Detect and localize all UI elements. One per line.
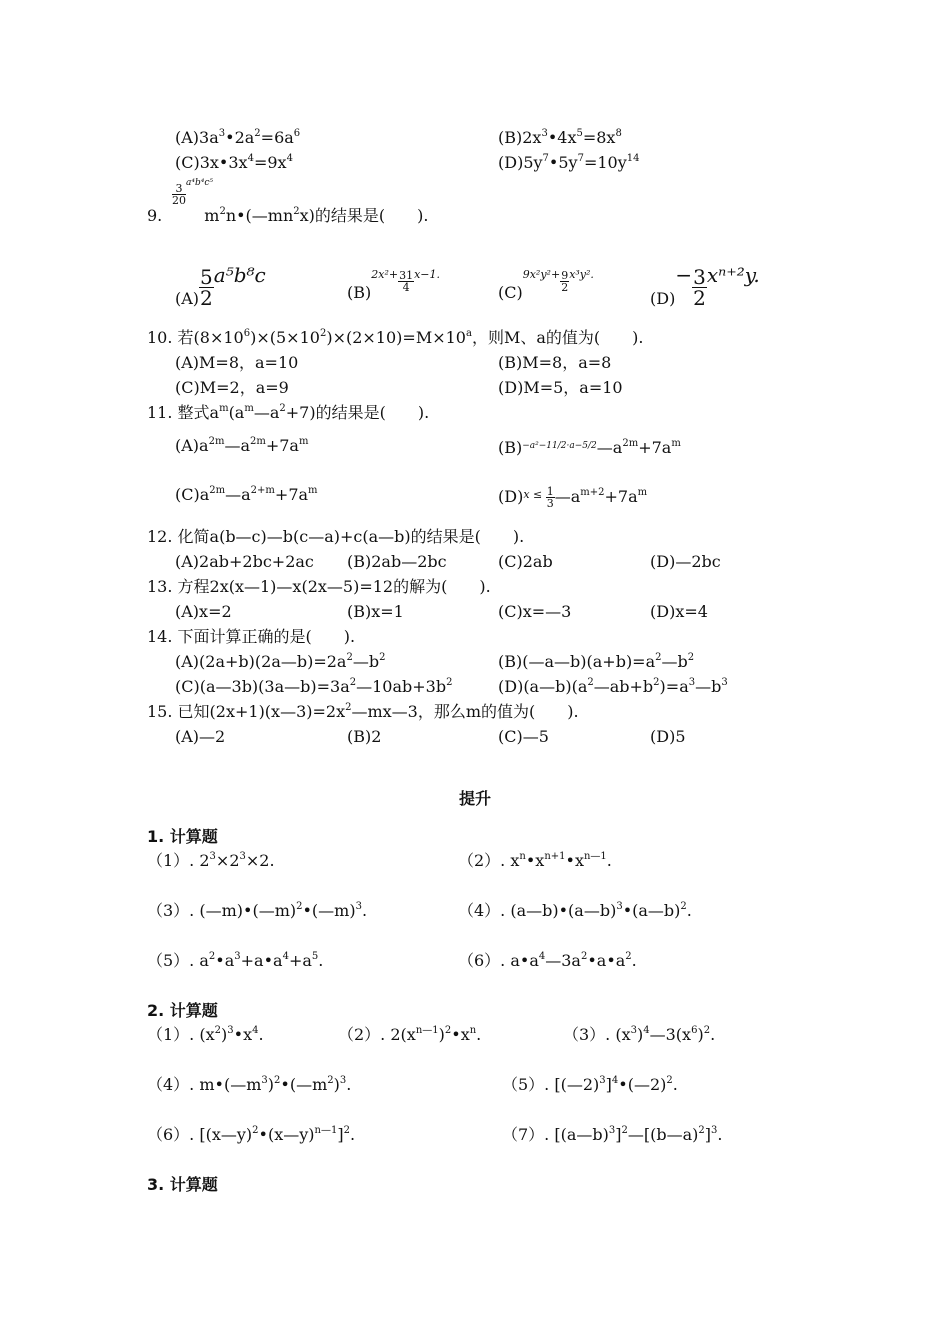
s1-problem-4: （4）. (a—b)•(a—b)$^3$•(a—b)$^2$.	[458, 901, 692, 920]
s1-problem-1: （1）. $2^3\times 2^3\times 2$.	[147, 851, 275, 870]
q15-option-d: (D)5	[650, 727, 686, 746]
s1-problem-2: （2）. $x^n•x^{n+1}•x^{n—1}$.	[458, 851, 612, 870]
s2-problem-7: （7）. [(a—b)$^3$]$^2$—[(b—a)$^2$]$^3$.	[502, 1125, 723, 1144]
q8-option-c: $(C)3x•3x^4=9x^4$	[175, 153, 293, 172]
q13-option-b: (B)x=1	[347, 602, 404, 621]
s1-title: 1. 计算题	[147, 827, 218, 846]
s2-problem-3: （3）. $(x^3)^4—3(x^6)^2$.	[563, 1025, 716, 1044]
q14-option-a: $(A)(2a+b)(2a—b)=2a^2—b^2$	[175, 652, 386, 671]
q10-option-a: (A)M=8，a=10	[175, 353, 299, 372]
q12-stem: 12. 化简a(b—c)—b(c—a)+c(a—b)的结果是( ).	[147, 527, 525, 546]
s2-title: 2. 计算题	[147, 1001, 218, 1020]
q10-option-d: (D)M=5，a=10	[498, 378, 623, 397]
q9-embedded-formula: $\frac{3}{20}$ a⁴b⁴c⁵	[172, 178, 213, 207]
q14-option-c: $(C)(a—3b)(3a—b)=3a^2—10ab+3b^2$	[175, 677, 453, 696]
q12-option-c: (C)2ab	[498, 552, 553, 571]
q11-option-a: $(A)a^{2m}—a^{2m}+7a^m$	[175, 436, 309, 455]
q15-stem: 15. 已知$(2x+1)(x—3)=2x^2—mx—3$，那么m的值为( ).	[147, 702, 579, 721]
q11-stem: 11. 整式$a^m(a^m—a^2+7)$的结果是( ).	[147, 403, 430, 422]
q13-option-a: (A)x=2	[175, 602, 232, 621]
q14-option-b: $(B)(—a—b)(a+b)=a^2—b^2$	[498, 652, 695, 671]
q12-option-d: (D)—2bc	[650, 552, 721, 571]
q10-stem: 10. 若$(8\times 10^6)\times(5\times 10^2)\times(2\times 10)=M\times 10^a$，则M、a的值为( ).	[147, 328, 644, 347]
q15-option-a: (A)—2	[175, 727, 226, 746]
q9-option-b: $(B)^{2x^2+}$ $\frac{31}{4}$ $^{x-1.}$	[347, 268, 441, 302]
q9-option-a: (A) $\frac{5}{2}$ a⁵b⁸c	[175, 263, 266, 310]
q11-option-b: $(B)^{-a^2-11/2\cdot a-5/2}—a^{2m}+7a^m$	[498, 438, 681, 457]
q13-stem: 13. 方程2x(x—1)—x(2x—5)=12的解为( ).	[147, 577, 491, 596]
q13-option-c: (C)x=—3	[498, 602, 572, 621]
q15-option-c: (C)—5	[498, 727, 549, 746]
s1-problem-3: （3）. (—m)•(—m)$^2$•(—m)$^3$.	[147, 901, 368, 920]
q12-option-b: (B)2ab—2bc	[347, 552, 447, 571]
s1-problem-6: （6）. $a•a^4—3a^2•a•a^2$.	[458, 951, 637, 970]
q10-option-b: (B)M=8，a=8	[498, 353, 612, 372]
section-title: 提升	[458, 789, 491, 808]
q10-option-c: (C)M=2，a=9	[175, 378, 289, 397]
s2-problem-6: （6）. [(x—y)$^2$•(x—y)$^{n—1}$]$^2$.	[147, 1125, 356, 1144]
q9-option-d: (D)− $\frac{3}{2}$ xⁿ⁺²y.	[650, 263, 760, 310]
q8-option-d: $(D)5y^7•5y^7=10y^{14}$	[498, 153, 640, 172]
q14-option-d: $(D)(a—b)(a^2—ab+b^2)=a^3—b^3$	[498, 677, 728, 696]
q15-option-b: (B)2	[347, 727, 382, 746]
s2-problem-5: （5）. [(—2)$^3$]$^4$•(—2)$^2$.	[502, 1075, 678, 1094]
q13-option-d: (D)x=4	[650, 602, 708, 621]
q14-stem: 14. 下面计算正确的是( ).	[147, 627, 356, 646]
s1-problem-5: （5）. $a^2•a^3+a•a^4+a^5$.	[147, 951, 324, 970]
q8-option-b: $(B)2x^3•4x^5=8x^8$	[498, 128, 622, 147]
q11-option-c: $(C)a^{2m}—a^{2+m}+7a^m$	[175, 485, 318, 504]
q12-option-a: (A)2ab+2bc+2ac	[175, 552, 314, 571]
q11-option-d: $(D)^{x \le}$ $\frac{1}{3}$ $—a^{m+2}+7a^m$	[498, 485, 648, 510]
s2-problem-1: （1）. $(x^2)^3•x^4$.	[147, 1025, 264, 1044]
q8-option-a: $(A)3a^3•2a^2=6a^6$	[175, 128, 301, 147]
s2-problem-2: （2）. $2(x^{n—1})^2•x^n$.	[338, 1025, 482, 1044]
s2-problem-4: （4）. $m•(—m^3)^2•(—m^2)^3$.	[147, 1075, 352, 1094]
s3-title: 3. 计算题	[147, 1175, 218, 1194]
q9-option-c: $(C)^{9x^2y^2+}$ $\frac{9}{2}$ $^{x^3y^2.}$	[498, 268, 594, 302]
q9-stem: 9. $m^2n•(—mn^2x)$的结果是( ).	[147, 206, 429, 225]
